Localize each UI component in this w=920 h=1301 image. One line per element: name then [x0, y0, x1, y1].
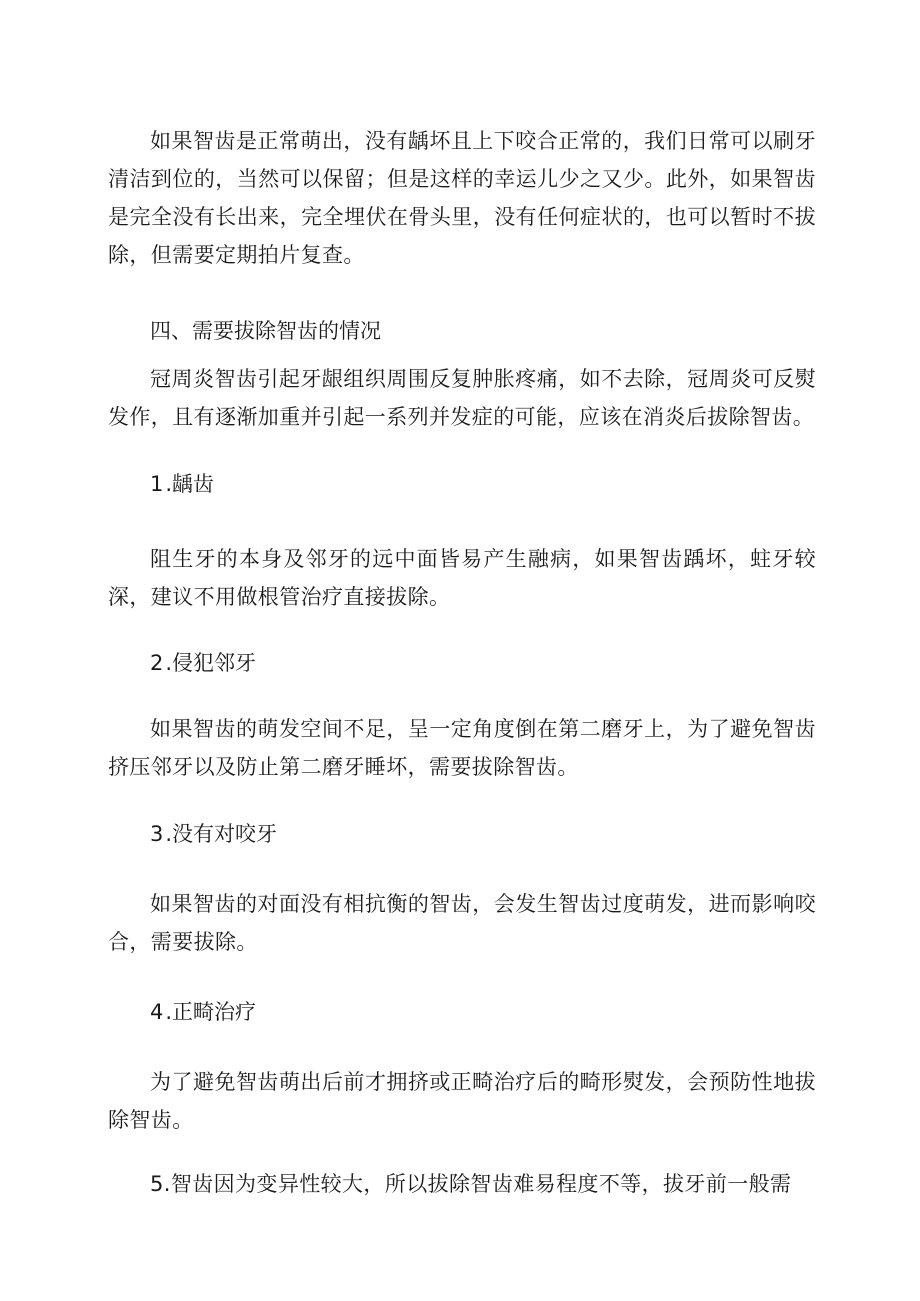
- paragraph-pericoronitis: 冠周炎智齿引起牙龈组织周围反复肿胀疼痛，如不去除，冠周炎可反熨发作，且有逐渐加重并引起一系列并发症的可能，应该在消炎后拔除智齿。: [108, 367, 816, 429]
- paragraph-retain-wisdom-teeth: 如果智齿是正常萌出，没有龋坏且上下咬合正常的，我们日常可以刷牙清洁到位的，当然可以保留；但是这样的幸运儿少之又少。此外，如果智齿是完全没有长出来，完全埋伏在骨头里，没有任何症状的，也可以暂时不拔除，但需要定期拍片复查。: [108, 129, 816, 267]
- section-heading-extraction-cases: 四、需要拔除智齿的情况: [150, 319, 381, 343]
- paragraph-extraction-difficulty: 5.智齿因为变异性较大，所以拔除智齿难易程度不等，拔牙前一般需: [150, 1172, 792, 1196]
- item-heading-adjacent-tooth: [150, 644, 256, 682]
- item-number: 1: [150, 472, 164, 496]
- item-title: .侵犯邻牙: [165, 651, 257, 675]
- item-title: .没有对咬牙: [165, 822, 278, 846]
- item-heading-no-opposing-tooth: [150, 815, 277, 853]
- paragraph-no-opposing-tooth: 如果智齿的对面没有相抗衡的智齿，会发生智齿过度萌发，进而影响咬合，需要拔除。: [108, 892, 816, 954]
- item-heading-caries: [150, 465, 214, 503]
- item-number: 3: [150, 822, 164, 846]
- paragraph-adjacent-tooth: 如果智齿的萌发空间不足，呈一定角度倒在第二磨牙上，为了避免智齿挤压邻牙以及防止第二磨牙睡坏，需要拔除智齿。: [108, 717, 816, 779]
- paragraph-orthodontics: 为了避免智齿萌出后前才拥挤或正畸治疗后的畸形熨发，会预防性地拔除智齿。: [108, 1070, 816, 1132]
- item-number: 2: [150, 651, 164, 675]
- item-heading-orthodontics: [150, 993, 256, 1031]
- paragraph-caries: 阻生牙的本身及邻牙的远中面皆易产生融病，如果智齿踽坏，蛀牙较深，建议不用做根管治疗直接拔除。: [108, 547, 816, 609]
- item-title: .龋齿: [165, 472, 215, 496]
- item-title: .正畸治疗: [165, 1000, 257, 1024]
- item-number: 4: [150, 1000, 164, 1024]
